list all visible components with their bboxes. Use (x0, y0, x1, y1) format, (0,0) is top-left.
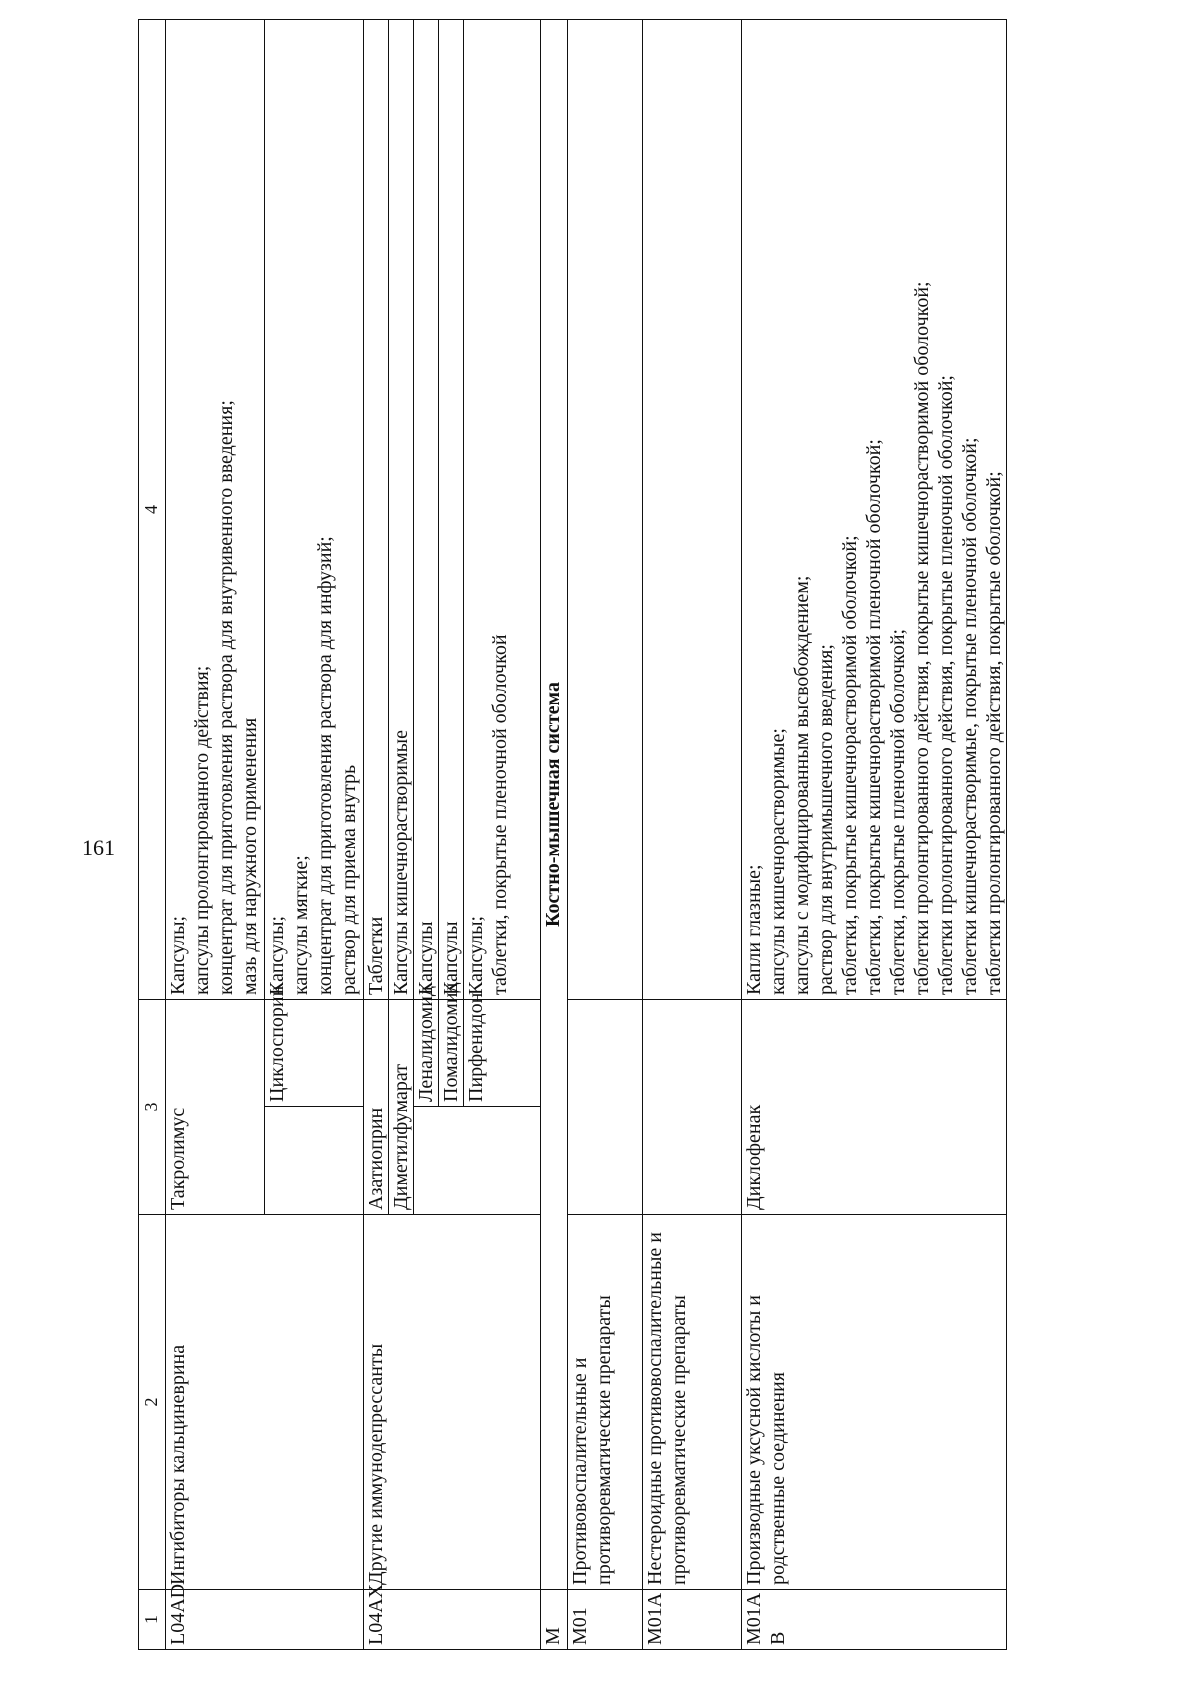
section-code: M (541, 1590, 568, 1650)
dosage-forms (742, 20, 1007, 1000)
atc-code: L04AD (166, 1590, 364, 1650)
drug-name: Помалидомид (439, 1000, 464, 1107)
group-name: Другие иммунодепрессанты (364, 1215, 541, 1590)
table-row (568, 20, 643, 1650)
dosage-forms (166, 20, 265, 1000)
dosage-form: капсулы пролонгированного действия; (191, 665, 213, 995)
drug-name: Диклофенак (742, 1000, 1007, 1215)
header-col-1: 1 (139, 1590, 166, 1650)
drug-name: Циклоспорин (265, 1000, 364, 1107)
atc-code: L04AX (364, 1590, 541, 1650)
drug-name: Пирфенидон (464, 1000, 541, 1107)
table-row (643, 20, 742, 1650)
dosage-form: таблетки пролонгированного действия, покрытые пленочной оболочкой; (935, 375, 957, 995)
atc-code: M01A B (742, 1590, 1007, 1650)
drug-table (138, 19, 1007, 1650)
dosage-form: концентрат для приготовления раствора для внутривенного введения; (215, 400, 237, 995)
group-name: Ингибиторы кальциневрина (166, 1215, 364, 1590)
dosage-form: Капсулы; (465, 915, 487, 995)
header-col-4: 4 (139, 20, 166, 1000)
dosage-form: капсулы кишечнорастворимые; (767, 728, 789, 995)
dosage-form: раствор для приема внутрь (338, 764, 360, 995)
rotated-page (138, 20, 1148, 1650)
group-name: Нестероидные противовоспалительные и противоревматические препараты (643, 1215, 742, 1590)
dosage-forms (265, 20, 364, 1000)
dosage-form: таблетки пролонгированного действия, покрытые оболочкой; (983, 471, 1005, 995)
table-row (166, 20, 265, 1650)
dosage-form: капсулы с модифицированным высвобождением; (791, 575, 813, 995)
dosage-forms: Капсулы (439, 20, 464, 1000)
table-row (742, 20, 1007, 1650)
dosage-form: Капсулы; (167, 915, 189, 995)
dosage-forms: Капсулы кишечнорастворимые (389, 20, 414, 1000)
dosage-form: таблетки, покрытые кишечнорастворимой пленочной оболочкой; (863, 439, 885, 995)
header-col-3: 3 (139, 1000, 166, 1215)
dosage-form: таблетки кишечнорастворимые, покрытые пленочной оболочкой; (959, 437, 981, 995)
drug-name: Азатиоприн (364, 1000, 389, 1215)
header-col-2: 2 (139, 1215, 166, 1590)
dosage-forms: Таблетки (364, 20, 389, 1000)
drug-name: Такролимус (166, 1000, 265, 1215)
dosage-form: концентрат для приготовления раствора для инфузий; (314, 536, 336, 995)
dosage-form: таблетки, покрытые пленочной оболочкой (489, 634, 511, 995)
dosage-form: мазь для наружного применения (239, 717, 261, 995)
header-row (139, 20, 166, 1650)
atc-code: M01 (568, 1590, 643, 1650)
dosage-form: таблетки пролонгированного действия, покрытые кишечнорастворимой оболочкой; (911, 281, 933, 995)
dosage-form: Капли глазные; (743, 864, 765, 995)
section-title: Костно-мышечная система (541, 20, 568, 1590)
dosage-form: таблетки, покрытые кишечнорастворимой оболочкой; (839, 535, 861, 995)
section-row (541, 20, 568, 1650)
dosage-form: таблетки, покрытые пленочной оболочкой; (887, 628, 909, 995)
group-name: Производные уксусной кислоты и родственные соединения (742, 1215, 1007, 1590)
drug-name: Леналидомид (414, 1000, 439, 1107)
dosage-form: Капсулы; (266, 915, 288, 995)
dosage-form: капсулы мягкие; (290, 855, 312, 995)
dosage-forms: Капсулы (414, 20, 439, 1000)
dosage-form: раствор для внутримышечного введения; (815, 644, 837, 995)
group-name: Противовоспалительные и противоревматические препараты (568, 1215, 643, 1590)
drug-name: Диметилфумарат (389, 1000, 414, 1215)
page-number: 161 (82, 835, 115, 860)
dosage-forms (464, 20, 541, 1000)
atc-code: M01A (643, 1590, 742, 1650)
table-row (364, 20, 389, 1650)
